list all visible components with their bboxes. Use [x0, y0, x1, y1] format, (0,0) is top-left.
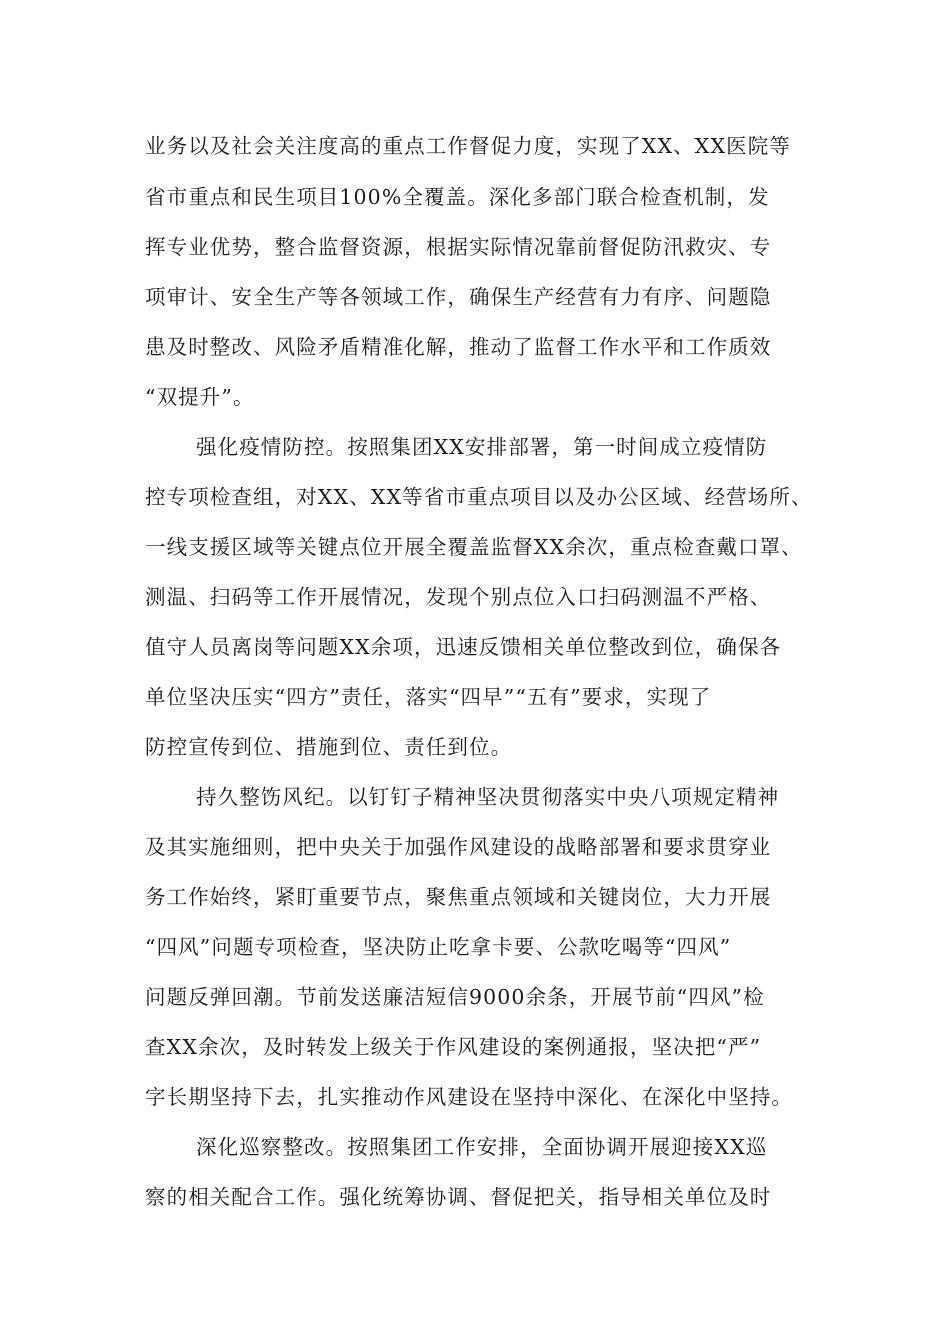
- text-line: 值守人员离岗等问题XX余项，迅速反馈相关单位整改到位，确保各: [145, 635, 782, 659]
- text-line: 单位坚决压实“四方”责任，落实“四早”“五有”要求，实现了: [145, 685, 712, 709]
- text-line: 业务以及社会关注度高的重点工作督促力度，实现了XX、XX医院等: [145, 134, 791, 158]
- text-line: “双提升”。: [145, 385, 255, 409]
- text-line: 一线支援区域等关键点位开展全覆盖监督XX余次，重点检查戴口罩、: [145, 535, 803, 559]
- text-line: 及其实施细则，把中央关于加强作风建设的战略部署和要求贯穿业: [145, 835, 772, 859]
- text-line: “四风”问题专项检查，坚决防止吃拿卡要、公款吃喝等“四风”: [145, 935, 732, 959]
- text-line: 患及时整改、风险矛盾精准化解，推动了监督工作水平和工作质效: [145, 335, 772, 359]
- text-line: 项审计、安全生产等各领域工作，确保生产经营有力有序、问题隐: [145, 285, 772, 309]
- text-line: 控专项检查组，对XX、XX等省市重点项目以及办公区域、经营场所、: [145, 485, 813, 509]
- text-line: 字长期坚持下去，扎实推动作风建设在坚持中深化、在深化中坚持。: [145, 1085, 793, 1109]
- text-line: 问题反弹回潮。节前发送廉洁短信9000余条，开展节前“四风”检: [145, 985, 765, 1009]
- text-line: 省市重点和民生项目100%全覆盖。深化多部门联合检查机制，发: [145, 185, 770, 209]
- paragraph-first-line: 持久整饬风纪。以钉钉子精神坚决贯彻落实中央八项规定精神: [196, 785, 780, 809]
- text-line: 测温、扫码等工作开展情况，发现个别点位入口扫码测温不严格、: [145, 585, 772, 609]
- paragraph-first-line: 强化疫情防控。按照集团XX安排部署，第一时间成立疫情防: [196, 435, 768, 459]
- text-line: 防控宣传到位、措施到位、责任到位。: [145, 735, 513, 759]
- paragraph-first-line: 深化巡察整改。按照集团工作安排，全面协调开展迎接XX巡: [196, 1135, 768, 1159]
- text-line: 挥专业优势，整合监督资源，根据实际情况靠前督促防汛救灾、专: [145, 235, 772, 259]
- text-line: 察的相关配合工作。强化统筹协调、督促把关，指导相关单位及时: [145, 1185, 772, 1209]
- text-line: 务工作始终，紧盯重要节点，聚焦重点领域和关键岗位，大力开展: [145, 885, 772, 909]
- text-line: 查XX余次，及时转发上级关于作风建设的案例通报，坚决把“严”: [145, 1035, 762, 1059]
